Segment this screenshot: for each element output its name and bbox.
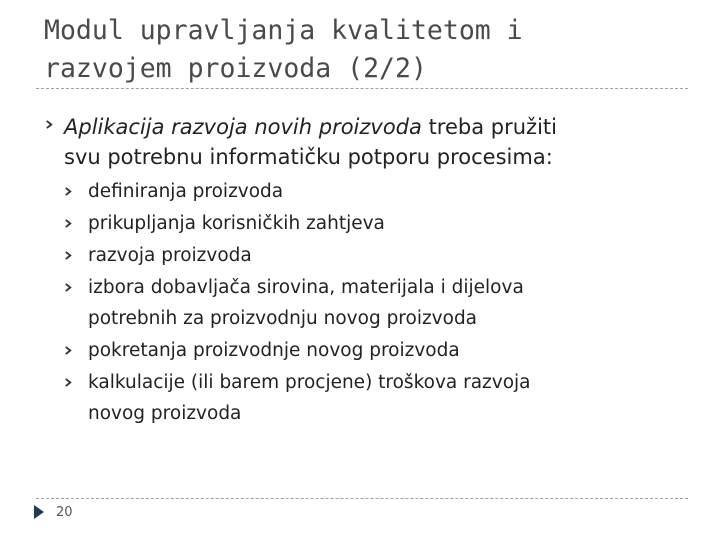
sub-bullet-text-line-1: kalkulacije (ili barem procjene) troškova razvoja: [88, 372, 531, 393]
page-number: 20: [56, 505, 73, 520]
sub-bullet-item: [64, 335, 694, 366]
sub-bullet-icon: [64, 240, 80, 271]
sub-bullet-item: [64, 272, 694, 334]
main-bullet-icon: [45, 118, 54, 132]
sub-bullet-item: [64, 208, 694, 239]
sub-bullet-text-line-2: novog proizvoda: [88, 403, 242, 424]
sub-bullet-item: [64, 176, 694, 207]
sub-bullet-list: [64, 176, 694, 430]
slide-title-line-2: razvojem proizvoda (2/2): [44, 53, 427, 84]
slide-title: [44, 12, 684, 88]
sub-bullet-icon: [64, 272, 80, 303]
main-bullet-line-2: svu potrebnu informatičku potporu procesima:: [64, 145, 553, 169]
sub-bullet-icon: [64, 367, 80, 398]
sub-bullet-icon: [64, 176, 80, 207]
sub-bullet-text: razvoja proizvoda: [88, 245, 252, 266]
main-bullet-rest: treba pružiti: [421, 115, 557, 139]
sub-bullet-icon: [64, 208, 80, 239]
sub-bullet-item: [64, 240, 694, 271]
chevron-right-icon: [64, 283, 73, 292]
title-divider: [36, 88, 688, 89]
main-bullet-line-1: [64, 112, 704, 142]
sub-bullet-icon: [64, 335, 80, 366]
sub-bullet-text-line-1: izbora dobavljača sirovina, materijala i dijelova: [88, 277, 524, 298]
slide-title-line-1: Modul upravljanja kvalitetom i: [44, 15, 523, 46]
chevron-right-icon: [64, 219, 73, 228]
sub-bullet-text: prikupljanja korisničkih zahtjeva: [88, 213, 385, 234]
main-bullet-italic: Aplikacija razvoja novih proizvoda: [64, 115, 422, 139]
footer-marker-icon: [34, 505, 44, 519]
sub-bullet-text: pokretanja proizvodnje novog proizvoda: [88, 340, 460, 361]
sub-bullet-text-line-2: potrebnih za proizvodnju novog proizvoda: [88, 308, 478, 329]
main-bullet-text: [64, 112, 704, 172]
chevron-right-icon: [64, 187, 73, 196]
chevron-right-icon: [45, 120, 54, 129]
sub-bullet-item: [64, 367, 694, 429]
chevron-right-icon: [64, 378, 73, 387]
sub-bullet-text: definiranja proizvoda: [88, 181, 284, 202]
footer-divider: [36, 498, 688, 499]
chevron-right-icon: [64, 346, 73, 355]
chevron-right-icon: [64, 251, 73, 260]
